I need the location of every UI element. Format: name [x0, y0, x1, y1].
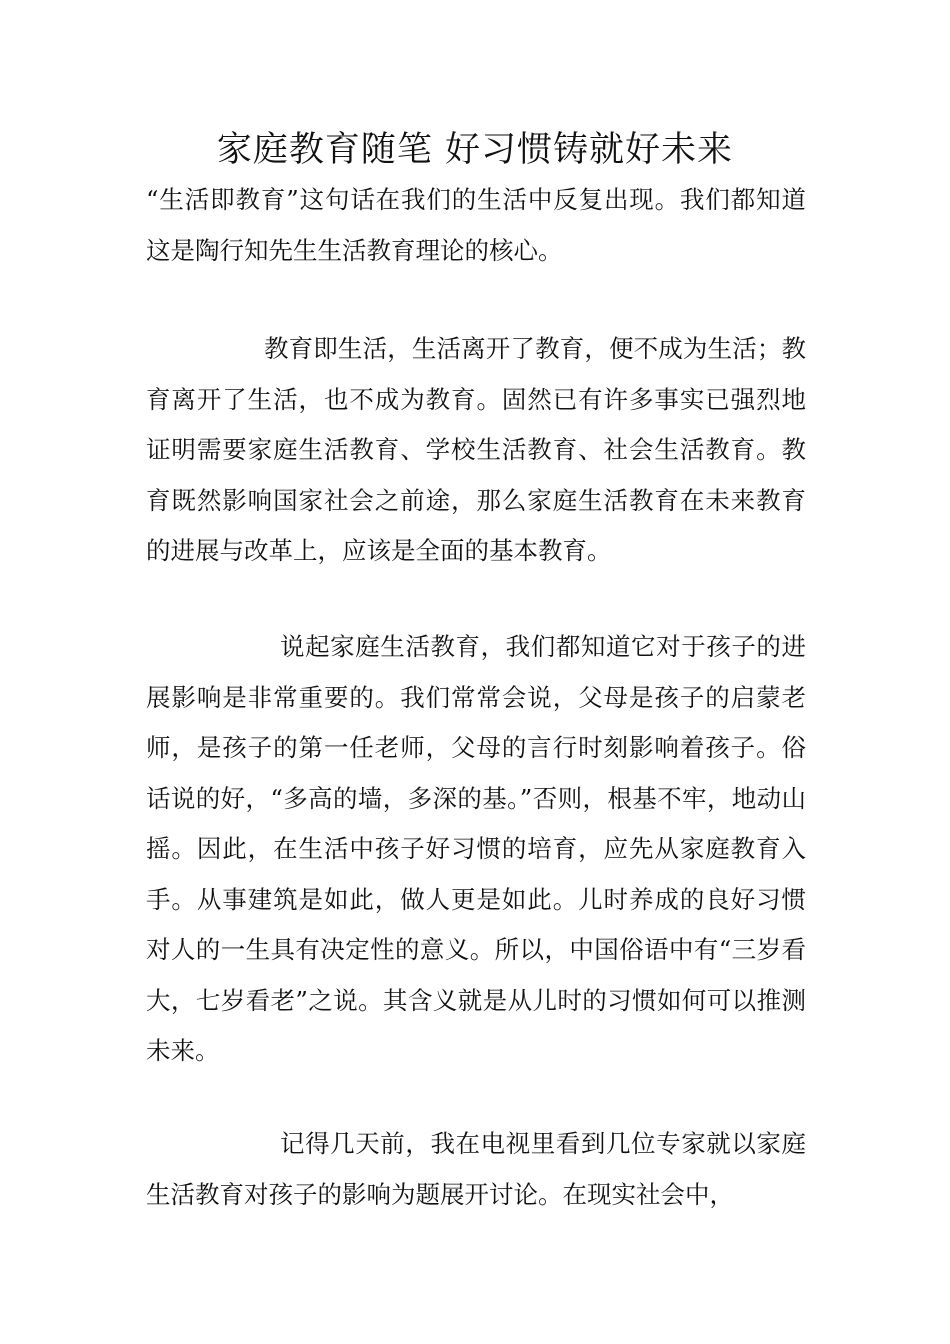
document-title: 家庭教育随笔 好习惯铸就好未来: [216, 130, 734, 170]
paragraph-3: 说起家庭生活教育，我们都知道它对于孩子的进展影响是非常重要的。我们常常会说，父母是孩子的启蒙老师，是孩子的第一任老师，父母的言行时刻影响着孩子。俗话说的好，“多高的墙，多深的基。”否则，根基不牢，地动山摇。因此，在生活中孩子好习惯的培育，应先从家庭教育入手。从事建筑是如此，做人更是如此。儿时养成的良好习惯对人的一生具有决定性的意义。所以，中国俗语中有“三岁看大，七岁看老”之说。其含义就是从儿时的习惯如何可以推测未来。: [146, 632, 806, 1065]
paragraph-2: 教育即生活，生活离开了教育，便不成为生活；教育离开了生活，也不成为教育。固然已有许多事实已强烈地证明需要家庭生活教育、学校生活教育、社会生活教育。教育既然影响国家社会之前途，那么家庭生活教育在未来教育的进展与改革上，应该是全面的基本教育。: [146, 334, 806, 565]
paragraph-4: 记得几天前，我在电视里看到几位专家就以家庭生活教育对孩子的影响为题展开讨论。在现实社会中，: [146, 1129, 806, 1209]
paragraph-1: “生活即教育”这句话在我们的生活中反复出现。我们都知道这是陶行知先生生活教育理论的核心。: [146, 185, 806, 265]
